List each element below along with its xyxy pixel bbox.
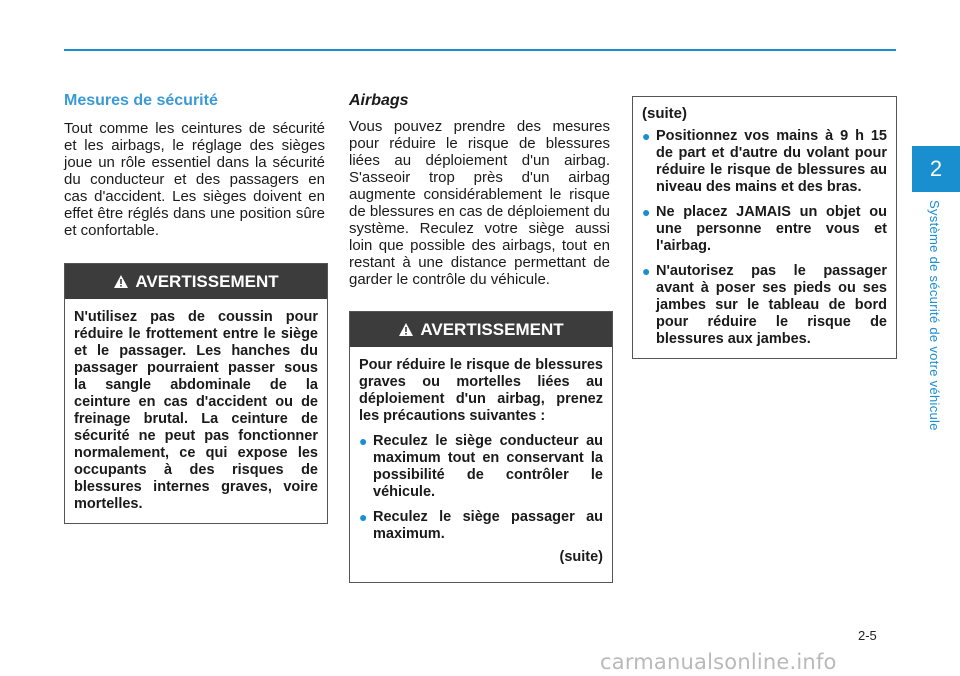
warning-title: AVERTISSEMENT <box>135 271 279 291</box>
section-heading-airbags: Airbags <box>349 92 409 109</box>
continued-bullets <box>642 128 887 348</box>
bullet-icon: ● <box>642 128 651 144</box>
list-item: ● Ne placez JAMAIS un objet ou une personne entre vous et l'airbag. <box>642 204 887 254</box>
safety-paragraph: Tout comme les ceintures de sécurité et les airbags, le réglage des sièges joue un rôle essentiel dans la sécurité du conducteur et des passagers en cas d'accident. Les sièges doivent en effet être réglés dans une position sûre et confortable. <box>64 120 325 239</box>
airbags-paragraph: Vous pouvez prendre des mesures pour réduire le risque de blessures liées au déploiement d'un airbag. S'asseoir trop près d'un airbag augmente considérablement le risque de blessures en cas de déploiement du système. Reculez votre siège aussi loin que possible des airbags, tout en restant à une distance permettant de garder le contrôle du véhicule. <box>349 118 611 288</box>
chapter-tab <box>912 146 960 192</box>
top-rule <box>64 49 896 51</box>
warning-box-airbags <box>349 311 613 583</box>
list-item: ● N'autorisez pas le passager avant à poser ses pieds ou ses jambes sur le tableau de bord pour réduire le risque de blessures aux jambes. <box>642 263 887 347</box>
column-2 <box>349 92 610 288</box>
page-number: 2-5 <box>858 628 877 643</box>
warning-text: N'utilisez pas de coussin pour réduire le frottement entre le siège et le passager. Les hanches du passager pourraient passer sous la sangle abdominale de la ceinture en cas d'accident ou de freinage brutal. La ceinture de sécurité ne peut pas fonctionner normalement, ce qui expose les occupants à des risques de blessures internes graves, voire mortelles. <box>74 309 318 512</box>
warning-triangle-icon <box>113 274 129 289</box>
warning-title: AVERTISSEMENT <box>420 319 564 339</box>
bullet-icon: ● <box>642 204 651 220</box>
warning-triangle-icon <box>398 322 414 337</box>
warning-header <box>350 312 612 347</box>
continued-title: (suite) <box>642 105 687 122</box>
warning-box-continued <box>632 96 897 359</box>
bullet-icon: ● <box>642 263 651 279</box>
bullet-icon: ● <box>359 433 368 449</box>
watermark: carmanualsonline.info <box>600 650 837 674</box>
warning-intro: Pour réduire le risque de blessures graves ou mortelles liées au déploiement d'un airbag, prenez les précautions suivantes : <box>359 357 603 424</box>
section-heading-safety: Mesures de sécurité <box>64 92 218 109</box>
warning-box-cushion <box>64 263 328 524</box>
warning-content <box>350 347 612 574</box>
list-item: ● Reculez le siège conducteur au maximum tout en conservant la possibilité de contrôler le véhicule. <box>359 433 603 500</box>
continued-label: (suite) <box>559 549 603 565</box>
chapter-title: Système de sécurité de votre véhicule <box>927 200 942 431</box>
warning-header <box>65 264 327 299</box>
chapter-number: 2 <box>929 156 943 181</box>
column-1 <box>64 92 325 239</box>
bullet-icon: ● <box>359 509 368 525</box>
list-item: ● Reculez le siège passager au maximum. <box>359 509 603 542</box>
warning-bullets <box>359 433 603 543</box>
list-item: ● Positionnez vos mains à 9 h 15 de part et d'autre du volant pour réduire le risque de blessures au niveau des mains et des bras. <box>642 128 887 195</box>
